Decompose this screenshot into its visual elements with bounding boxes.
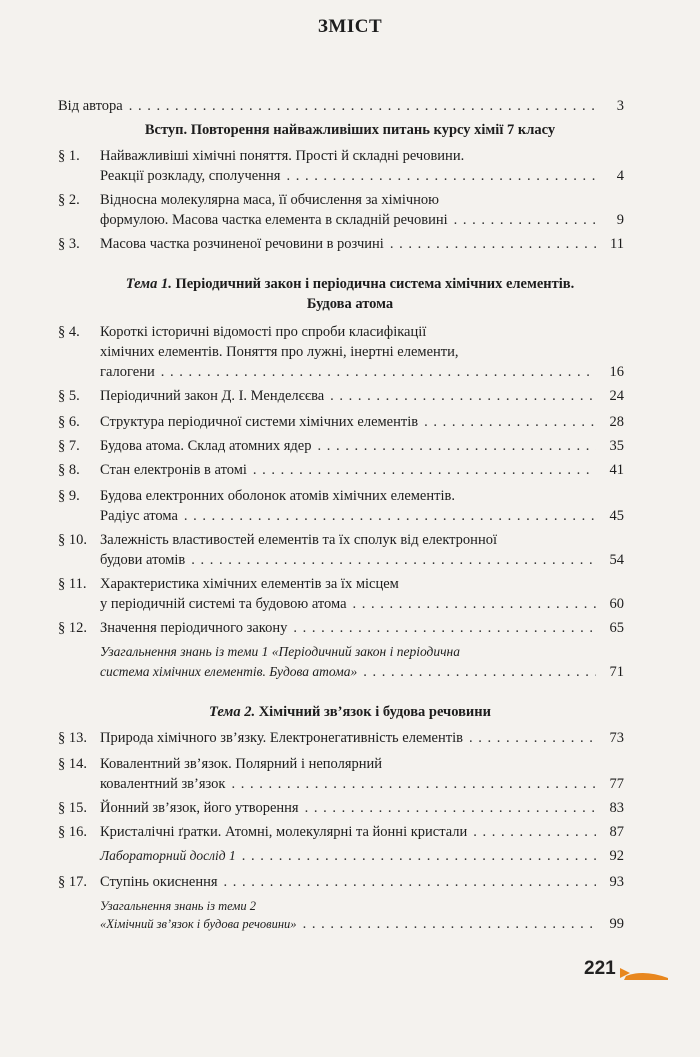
leader-dots: [303, 914, 596, 934]
leader-dots: [286, 166, 596, 186]
toc-entry-text: формулою. Масова частка елемента в складній речовині: [100, 212, 448, 228]
leader-dots: [305, 798, 596, 818]
toc-entry-text: хімічних елементів. Поняття про лужні, інертні елементи,: [100, 344, 459, 360]
section-heading-topic1-line2: Будова атома: [306, 296, 394, 312]
toc-entry-text: Узагальнення знань із теми 2: [100, 899, 256, 913]
section-heading-intro: Вступ. Повторення найважливіших питань курсу хімії 7 класу: [144, 122, 556, 138]
toc-entry-number: § 10.: [58, 532, 87, 548]
toc-page: 71: [609, 664, 624, 680]
toc-entry-line: [58, 210, 624, 230]
toc-entry-text: Періодичний закон Д. І. Менделєєва: [100, 388, 325, 404]
page-tab-decoration: [620, 966, 668, 980]
toc-entry-number: § 12.: [58, 620, 87, 636]
toc-entry-text: Будова атома. Склад атомних ядер: [100, 438, 312, 454]
toc-page: 99: [609, 916, 624, 932]
toc-entry: [58, 798, 624, 818]
toc-entry-number: § 6.: [58, 414, 80, 430]
leader-dots: [363, 662, 596, 682]
toc-entry-text: Короткі історичні відомості про спроби класифікації: [100, 324, 427, 340]
toc-page: 41: [609, 462, 624, 478]
toc-page: 60: [609, 596, 624, 612]
toc-entry-number: § 15.: [58, 800, 87, 816]
toc-entry-lab: [58, 846, 624, 866]
leader-dots: [330, 386, 596, 406]
leader-dots: [469, 728, 596, 748]
toc-entry-number: § 2.: [58, 192, 80, 208]
toc-entry-text: Природа хімічного зв’язку. Електронегативність елементів: [100, 730, 463, 746]
toc-page: 87: [609, 824, 624, 840]
toc-entry-line: [58, 550, 624, 570]
toc-entry: [58, 618, 624, 638]
section-heading-topic1: [0, 274, 700, 294]
toc-page: 77: [609, 776, 624, 792]
toc-page: 73: [609, 730, 624, 746]
toc-page: 54: [609, 552, 624, 568]
toc-entry: [58, 460, 624, 480]
toc-entry-text: Відносна молекулярна маса, її обчислення за хімічною: [100, 192, 439, 208]
toc-entry-text: Лабораторний дослід 1: [100, 848, 236, 863]
toc-entry-number: § 5.: [58, 388, 80, 404]
toc-entry-text: Залежність властивостей елементів та їх сполук від електронної: [100, 532, 497, 548]
page-number: 221: [584, 958, 616, 979]
toc-entry-text: Найважливіші хімічні поняття. Прості й складні речовини.: [100, 148, 465, 164]
toc-entry-line: [58, 774, 624, 794]
toc-entry: [58, 436, 624, 456]
leader-dots: [191, 550, 596, 570]
toc-entry-text: ковалентний зв’язок: [100, 776, 226, 792]
toc-entry-text: Ступінь окиснення: [100, 874, 218, 890]
topic-label: Тема 1.: [125, 276, 172, 292]
toc-entry-text: Характеристика хімічних елементів за їх місцем: [100, 576, 399, 592]
leader-dots: [353, 594, 596, 614]
toc-entry-text: у періодичній системі та будовою атома: [100, 596, 347, 612]
toc-page: 9: [616, 212, 624, 228]
toc-entry-text: Узагальнення знань із теми 1 «Періодичний закон і періодична: [100, 644, 461, 659]
toc-entry-author: [58, 96, 624, 116]
toc-page: 11: [610, 236, 624, 252]
toc-page: 4: [616, 168, 624, 184]
toc-page: 93: [609, 874, 624, 890]
leader-dots: [390, 234, 596, 254]
leader-dots: [473, 822, 596, 842]
toc-page: 92: [609, 848, 624, 864]
toc-entry-text: Масова частка розчиненої речовини в розчині: [100, 236, 384, 252]
toc-page: 83: [609, 800, 624, 816]
leader-dots: [293, 618, 596, 638]
toc-entry-label: Від автора: [58, 98, 123, 114]
toc-entry-number: § 14.: [58, 756, 87, 772]
toc-page: 35: [609, 438, 624, 454]
leader-dots: [231, 774, 596, 794]
toc-entry-text: галогени: [100, 364, 155, 380]
leader-dots: [454, 210, 596, 230]
toc-entry-number: § 16.: [58, 824, 87, 840]
toc-entry-text: Реакції розкладу, сполучення: [100, 168, 281, 184]
toc-entry-number: § 11.: [58, 576, 87, 592]
toc-page: 16: [609, 364, 624, 380]
toc-entry-line: [58, 506, 624, 526]
toc-entry-line: [58, 662, 624, 682]
toc-entry: [58, 728, 624, 748]
topic-label: Тема 2.: [208, 704, 256, 720]
toc-entry-line: [58, 362, 624, 382]
leader-dots: [184, 506, 596, 526]
toc-page: 24: [609, 388, 624, 404]
toc-entry-number: § 13.: [58, 730, 87, 746]
toc-entry-number: § 7.: [58, 438, 80, 454]
leader-dots: [253, 460, 596, 480]
toc-entry-line: [58, 594, 624, 614]
toc-entry: [58, 386, 624, 406]
leader-dots: [161, 362, 596, 382]
toc-entry-text: будови атомів: [100, 552, 186, 568]
toc-entry: [58, 412, 624, 432]
leader-dots: [424, 412, 596, 432]
toc-page: 65: [609, 620, 624, 636]
toc-page: 28: [609, 414, 624, 430]
toc-entry-text: Будова електронних оболонок атомів хімічних елементів.: [100, 488, 455, 504]
section-heading-topic2: [0, 702, 700, 722]
toc-entry-line: [58, 166, 624, 186]
toc-entry-text: Значення періодичного закону: [100, 620, 288, 636]
leader-dots: [242, 846, 596, 866]
toc-entry-text: Кристалічні ґратки. Атомні, молекулярні та йонні кристали: [100, 824, 468, 840]
toc-entry-text: Структура періодичної системи хімічних елементів: [100, 414, 419, 430]
leader-dots: [129, 96, 596, 116]
toc-entry-number: § 9.: [58, 488, 80, 504]
toc-page: 45: [609, 508, 624, 524]
toc-entry-text: Йонний зв’язок, його утворення: [100, 800, 299, 816]
toc-entry-text: система хімічних елементів. Будова атома»: [100, 664, 358, 679]
toc-entry: [58, 822, 624, 842]
toc-page: 3: [616, 98, 624, 114]
toc-entry-text: «Хімічний зв’язок і будова речовини»: [100, 917, 297, 931]
toc-entry-line: [58, 914, 624, 934]
leader-dots: [317, 436, 596, 456]
toc-entry-text: Стан електронів в атомі: [100, 462, 247, 478]
toc-entry-text: Ковалентний зв’язок. Полярний і неполярний: [100, 756, 383, 772]
toc-entry-number: § 1.: [58, 148, 80, 164]
toc-entry: [58, 872, 624, 892]
toc-entry-number: § 17.: [58, 874, 87, 890]
leader-dots: [224, 872, 596, 892]
toc-entry-text: Радіус атома: [100, 508, 178, 524]
toc-entry-number: § 8.: [58, 462, 80, 478]
topic-title: Періодичний закон і періодична система хімічних елементів.: [171, 276, 575, 292]
page-title: ЗМІСТ: [317, 16, 383, 37]
toc-entry: [58, 234, 624, 254]
toc-entry-number: § 3.: [58, 236, 80, 252]
toc-entry-number: § 4.: [58, 324, 80, 340]
topic-title: Хімічний зв’язок і будова речовини: [255, 704, 491, 720]
